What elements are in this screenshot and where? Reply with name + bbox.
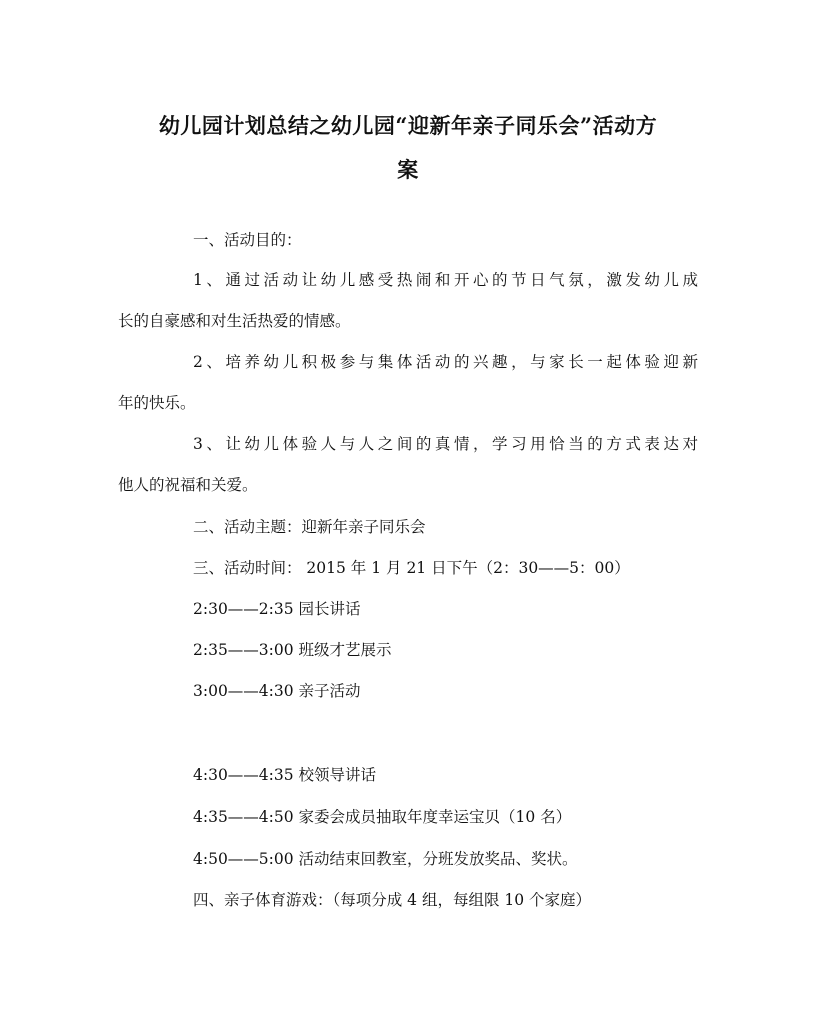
schedule-item: 4:50——5:00 活动结束回教室，分班发放奖品、奖状。 xyxy=(193,850,578,868)
goal-3-line-2: 他人的祝福和关爱。 xyxy=(118,476,258,494)
section-4-games: 四、亲子体育游戏：（每项分成 4 组，每组限 10 个家庭） xyxy=(193,891,592,909)
goal-3-line-1: 3、让幼儿体验人与人之间的真情，学习用恰当的方式表达对 xyxy=(193,435,698,453)
schedule-item: 2:30——2:35 园长讲话 xyxy=(193,600,361,618)
section-3-time: 三、活动时间： 2015 年 1 月 21 日下午（2：30——5：00） xyxy=(193,559,630,577)
section-2-theme: 二、活动主题：迎新年亲子同乐会 xyxy=(193,518,426,536)
schedule-item: 2:35——3:00 班级才艺展示 xyxy=(193,641,392,659)
goal-2-line-2: 年的快乐。 xyxy=(118,394,196,412)
document-title xyxy=(118,104,698,192)
title-line-1: 幼儿园计划总结之幼儿园“迎新年亲子同乐会”活动方 xyxy=(158,113,658,138)
title-line-2: 案 xyxy=(397,157,419,182)
schedule-item: 3:00——4:30 亲子活动 xyxy=(193,682,361,700)
goal-1-line-1: 1、通过活动让幼儿感受热闹和开心的节日气氛，激发幼儿成 xyxy=(193,271,698,289)
goal-2-line-1: 2、培养幼儿积极参与集体活动的兴趣，与家长一起体验迎新 xyxy=(193,353,698,371)
goal-1-line-2: 长的自豪感和对生活热爱的情感。 xyxy=(118,312,351,330)
schedule-item: 4:35——4:50 家委会成员抽取年度幸运宝贝（10 名） xyxy=(193,808,572,826)
section-1-heading: 一、活动目的： xyxy=(193,231,302,249)
schedule-item: 4:30——4:35 校领导讲话 xyxy=(193,766,377,784)
